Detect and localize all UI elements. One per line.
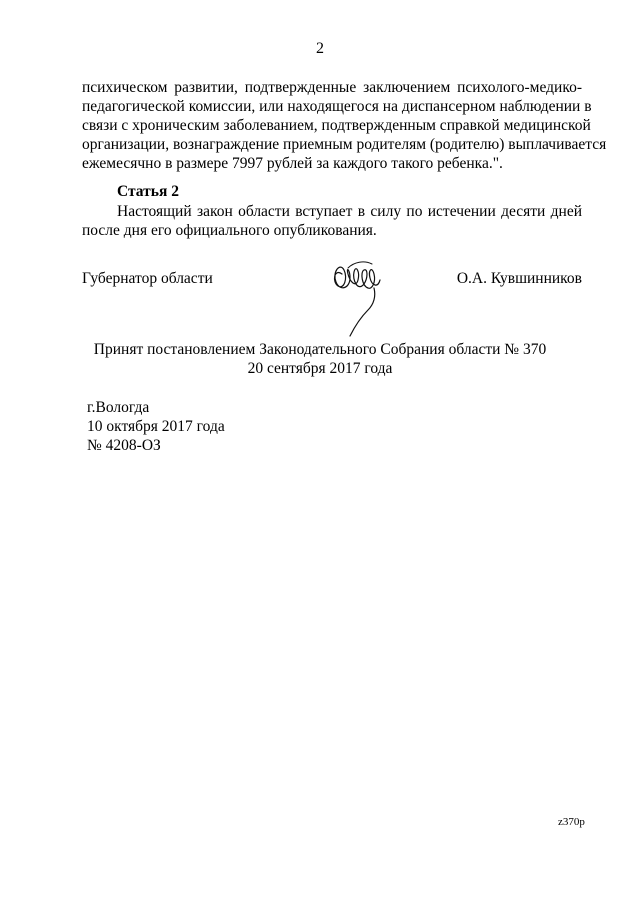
continuation-paragraph (82, 78, 607, 173)
signatory-name: О.А. Кувшинников (456, 270, 582, 287)
paragraph-line: педагогической комиссии, или находящегося на диспансерном наблюдении в (82, 98, 592, 115)
document-code: z370p (558, 816, 585, 828)
article-text (82, 202, 582, 240)
paragraph-line: связи с хроническим заболеванием, подтвержденным справкой медицинской (82, 117, 591, 134)
signatory-title: Губернатор области (82, 270, 213, 287)
adoption-date: 20 сентября 2017 года (247, 360, 393, 377)
paragraph-line: ежемесячно в размере 7997 рублей за каждого такого ребенка.". (82, 155, 503, 172)
article-heading: Статья 2 (117, 183, 179, 200)
page-number: 2 (316, 40, 324, 57)
paragraph-line: психическом развитии, подтвержденные заключением психолого-медико- (82, 79, 582, 96)
paragraph-line: организации, вознаграждение приемным родителям (родителю) выплачивается (82, 136, 607, 153)
paragraph-line: после дня его официального опубликования. (82, 222, 377, 239)
adoption-note (0, 340, 640, 378)
law-number: № 4208-ОЗ (87, 437, 161, 454)
city: г.Вологда (87, 399, 150, 416)
paragraph-line: Настоящий закон области вступает в силу по истечении десяти дней (117, 203, 582, 220)
place-date-number-block (87, 398, 225, 455)
signing-date: 10 октября 2017 года (87, 418, 225, 435)
handwritten-signature (328, 252, 388, 338)
adoption-line: Принят постановлением Законодательного Собрания области № 370 (93, 341, 547, 358)
